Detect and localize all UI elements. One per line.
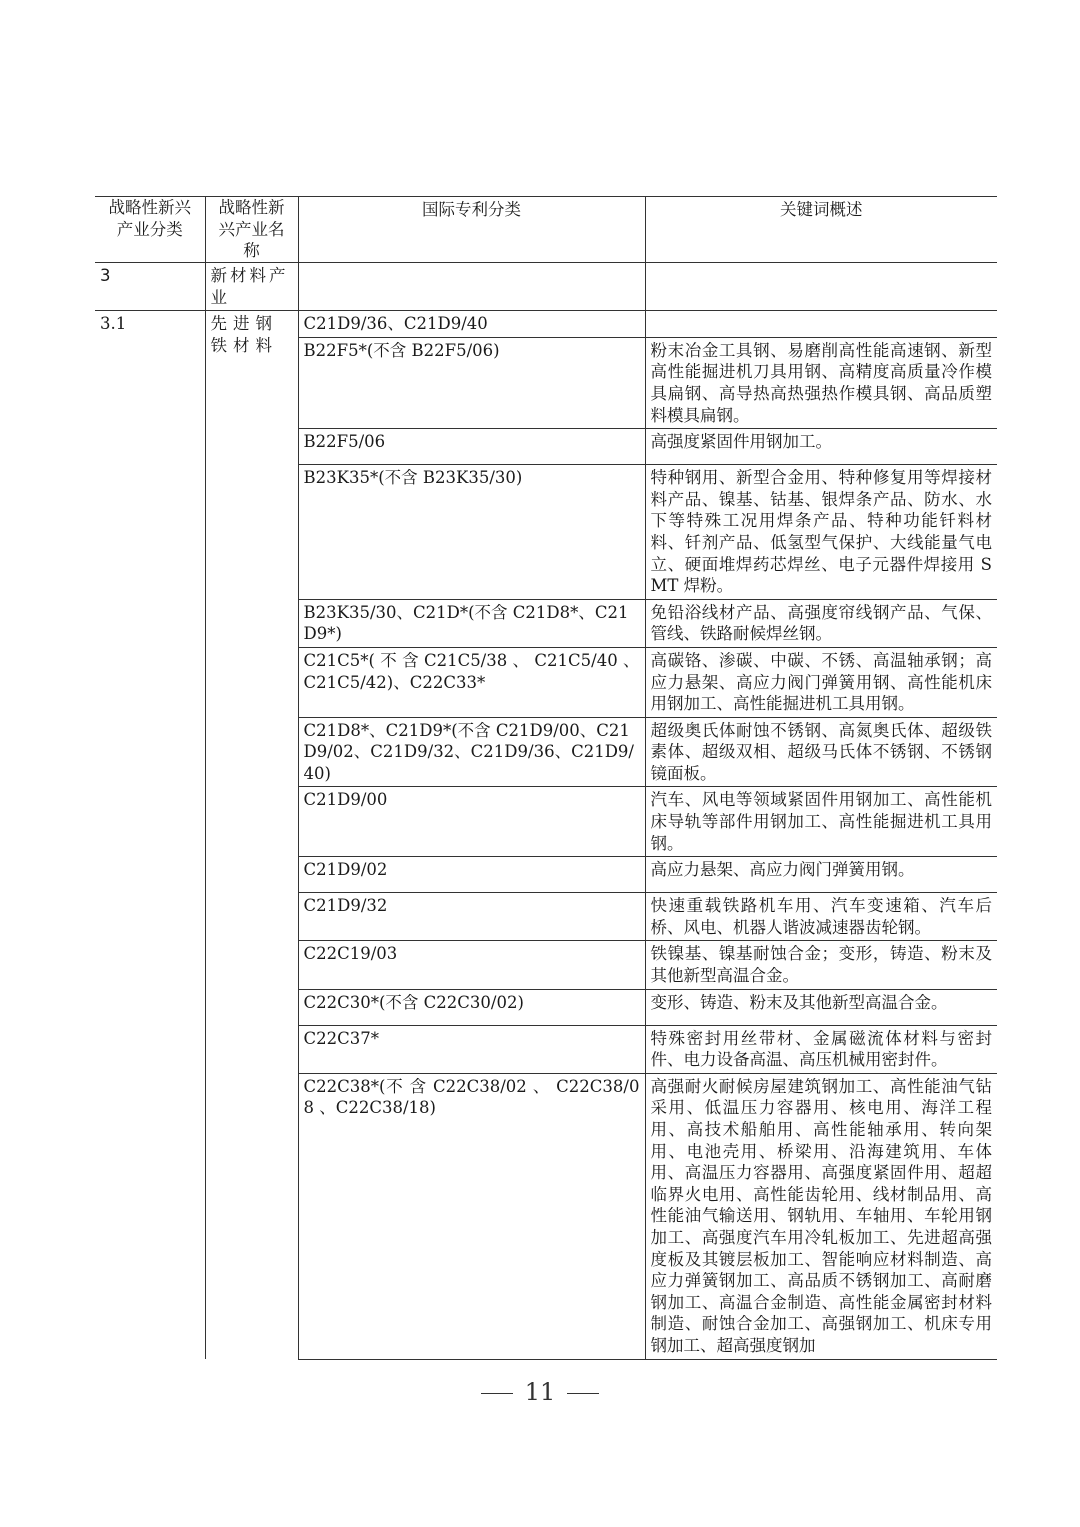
ipc-cell: C21D9/36、C21D9/40 <box>298 311 645 338</box>
section-ipc-empty <box>298 263 645 311</box>
keywords-cell: 铁镍基、镍基耐蚀合金；变形，铸造、粉末及其他新型高温合金。 <box>645 941 997 989</box>
section-code: 3 <box>95 263 205 311</box>
ipc-cell: C21D9/00 <box>298 787 645 857</box>
footer-dash-left <box>481 1393 513 1394</box>
ipc-cell: B22F5/06 <box>298 429 645 465</box>
ipc-cell: B23K35*(不含 B23K35/30) <box>298 465 645 600</box>
keywords-cell <box>645 311 997 338</box>
header-ipc: 国际专利分类 <box>298 197 645 263</box>
ipc-cell: B22F5*(不含 B22F5/06) <box>298 337 645 428</box>
header-industry-category: 战略性新兴产业分类 <box>95 197 205 263</box>
ipc-cell: C21C5*( 不 含 C21C5/38 、 C21C5/40 、C21C5/42)、C22C33* <box>298 647 645 717</box>
ipc-cell: C21D9/02 <box>298 857 645 893</box>
ipc-cell: C22C30*(不含 C22C30/02) <box>298 989 645 1025</box>
ipc-cell: C21D8*、C21D9*(不含 C21D9/00、C21D9/02、C21D9/32、C21D9/36、C21D9/40) <box>298 717 645 787</box>
header-industry-name: 战略性新兴产业名称 <box>205 197 298 263</box>
ipc-cell: C22C37* <box>298 1025 645 1073</box>
keywords-cell: 特殊密封用丝带材、金属磁流体材料与密封件、电力设备高温、高压机械用密封件。 <box>645 1025 997 1073</box>
patent-classification-table <box>95 196 997 1360</box>
table-header-row <box>95 197 997 263</box>
keywords-cell: 变形、铸造、粉末及其他新型高温合金。 <box>645 989 997 1025</box>
keywords-cell: 高应力悬架、高应力阀门弹簧用钢。 <box>645 857 997 893</box>
ipc-cell: C22C19/03 <box>298 941 645 989</box>
page-number: 11 <box>524 1378 556 1406</box>
header-keywords: 关键词概述 <box>645 197 997 263</box>
keywords-cell: 高强度紧固件用钢加工。 <box>645 429 997 465</box>
section-keywords-empty <box>645 263 997 311</box>
keywords-cell: 快速重载铁路机车用、汽车变速箱、汽车后桥、风电、机器人谐波减速器齿轮钢。 <box>645 893 997 941</box>
keywords-cell: 高强耐火耐候房屋建筑钢加工、高性能油气钻采用、低温压力容器用、核电用、海洋工程用、高技术船舶用、高性能轴承用、转向架用、电池壳用、桥梁用、沿海建筑用、车体用、高温压力容器用、高强度紧固件用、超超临界火电用、高性能齿轮用、线材制品用、高性能油气输送用、钢轨用、车轴用、车轮用钢加工、高强度汽车用冷轧板加工、先进超高强度板及其镀层板加工、智能响应材料制造、高应力弹簧钢加工、高品质不锈钢加工、高耐磨钢加工、高温合金制造、高性能金属密封材料制造、耐蚀合金加工、高强钢加工、机床专用钢加工、超高强度钢加 <box>645 1073 997 1359</box>
ipc-cell: B23K35/30、C21D*(不含 C21D8*、C21D9*) <box>298 599 645 647</box>
keywords-cell: 粉末冶金工具钢、易磨削高性能高速钢、新型高性能掘进机刀具用钢、高精度高质量冷作模具扁钢、高导热高热强热作模具钢、高品质塑料模具扁钢。 <box>645 337 997 428</box>
section-name: 新材料产业 <box>205 263 298 311</box>
ipc-cell: C21D9/32 <box>298 893 645 941</box>
subsection-name: 先进钢铁材料 <box>205 311 298 1359</box>
keywords-cell: 高碳铬、渗碳、中碳、不锈、高温轴承钢；高应力悬架、高应力阀门弹簧用钢、高性能机床用钢加工、高性能掘进机工具用钢。 <box>645 647 997 717</box>
subsection-code: 3.1 <box>100 314 127 334</box>
page-footer <box>0 1378 1080 1406</box>
footer-dash-right <box>567 1393 599 1394</box>
keywords-cell: 免铅浴线材产品、高强度帘线钢产品、气保、管线、铁路耐候焊丝钢。 <box>645 599 997 647</box>
keywords-cell: 汽车、风电等领域紧固件用钢加工、高性能机床导轨等部件用钢加工、高性能掘进机工具用钢。 <box>645 787 997 857</box>
ipc-cell: C22C38*(不 含 C22C38/02 、 C22C38/08 、C22C38/18) <box>298 1073 645 1359</box>
section-row <box>95 263 997 311</box>
table-row <box>95 311 997 338</box>
keywords-cell: 超级奥氏体耐蚀不锈钢、高氮奥氏体、超级铁素体、超级双相、超级马氏体不锈钢、不锈钢镜面板。 <box>645 717 997 787</box>
keywords-cell: 特种钢用、新型合金用、特种修复用等焊接材料产品、镍基、钴基、银焊条产品、防水、水下等特殊工况用焊条产品、特种功能钎料材料、钎剂产品、低氢型气保护、大线能量气电立、硬面堆焊药芯焊丝、电子元器件焊接用 SMT 焊粉。 <box>645 465 997 600</box>
